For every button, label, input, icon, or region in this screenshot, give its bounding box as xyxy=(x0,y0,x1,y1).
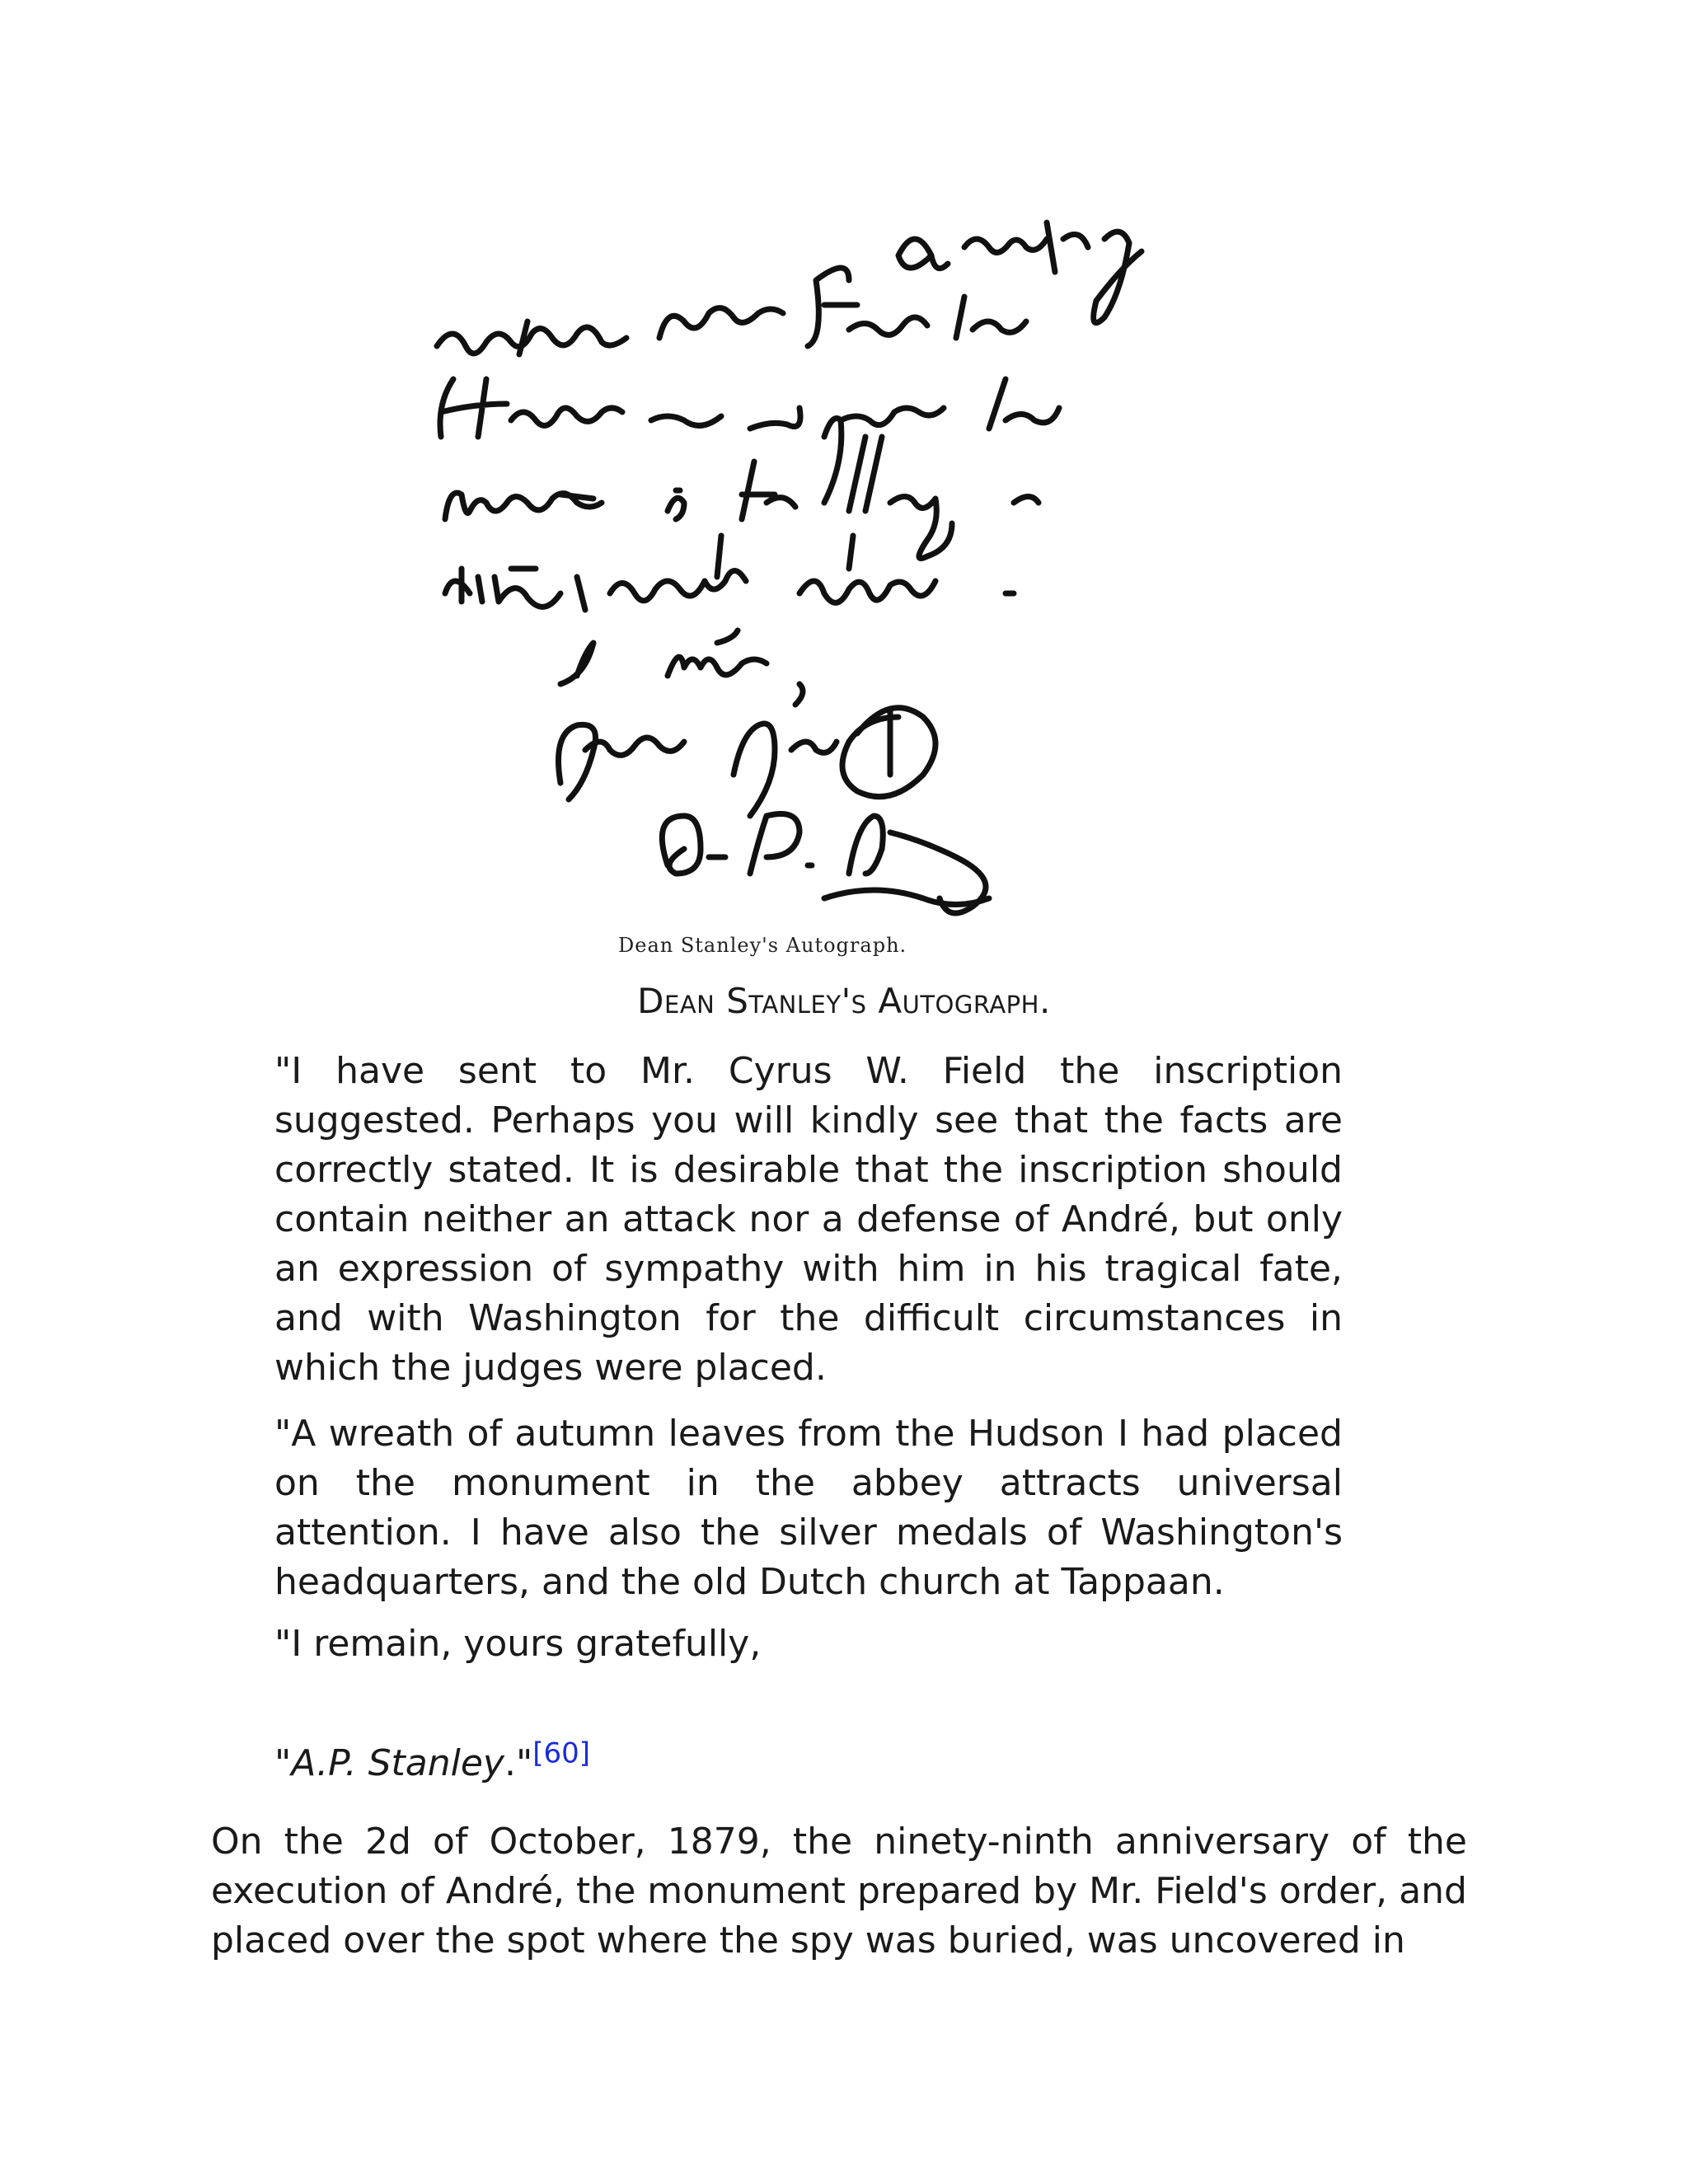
embedded-caption: Dean Stanley's Autograph. xyxy=(618,934,907,957)
autograph-figure xyxy=(363,181,1302,972)
letter-paragraph-2: "A wreath of autumn leaves from the Hudson I had placed on the monument in the abbey attracts universal attention. I have also the silver medals of Washington's headquarters, and the old Dutch church at Tappaan. xyxy=(274,1413,1343,1603)
signature-name: A.P. Stanley xyxy=(291,1742,504,1784)
footnote-link-60[interactable]: [60] xyxy=(532,1736,590,1770)
handwritten-autograph-image xyxy=(363,181,1302,972)
letter-closing: "I remain, yours gratefully, xyxy=(274,1623,762,1665)
letter-signature xyxy=(274,1736,1343,1788)
figure-caption: Dean Stanley's Autograph. xyxy=(637,981,1051,1021)
signature-close: ." xyxy=(504,1742,533,1784)
signature-open-quote: " xyxy=(274,1742,292,1784)
letter-paragraph-1: "I have sent to Mr. Cyrus W. Field the inscription suggested. Perhaps you will kindly see that the facts are correctly stated. It is desirable that the inscription should contain neither an attack nor a defense of André, but only an expression of sympathy with him in his tragical fate, and with Washington for the difficult circumstances in which the judges were placed. xyxy=(274,1050,1343,1389)
body-paragraph: On the 2d of October, 1879, the ninety-ninth anniversary of the execution of André, the monument prepared by Mr. Field's order, and placed over the spot where the spy was buried, was uncovered in xyxy=(211,1821,1467,1961)
